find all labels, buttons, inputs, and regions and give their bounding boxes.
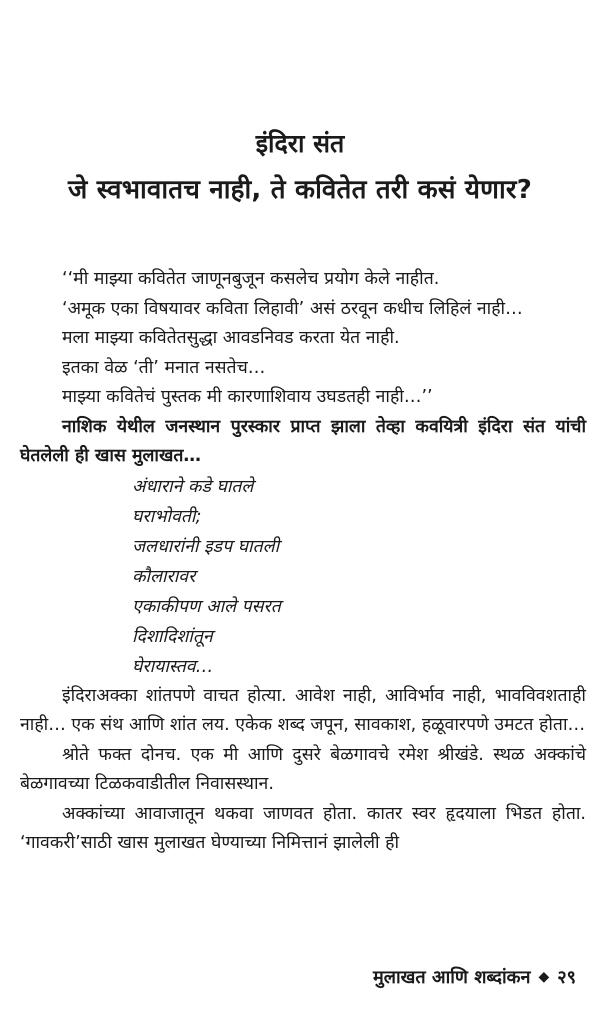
quote-line: माझ्या कवितेचं पुस्तक मी कारणाशिवाय उघडतही नाही…’’ xyxy=(62,387,433,407)
poem-line: जलधारांनी इडप घातली xyxy=(132,536,280,557)
article-title: जे स्वभावातच नाही, ते कवितेत तरी कसं येणार? xyxy=(67,175,532,205)
quote-line: ‘‘मी माझ्या कवितेत जाणूनबुजून कसलेच प्रयोग केले नाहीत. xyxy=(62,269,440,289)
interview-intro: नाशिक येथील जनस्थान पुरस्कार प्राप्त झाला तेव्हा कवयित्री इंदिरा संत यांची घेतलेली ही खास मुलाखत… xyxy=(20,416,586,466)
page-number: २९ xyxy=(557,967,576,988)
author-heading: इंदिरा संत xyxy=(255,129,345,158)
quote-line: इतका वेळ ‘ती’ मनात नसतेच… xyxy=(62,357,266,378)
quote-line: मला माझ्या कवितेतसुद्धा आवडनिवड करता येत नाही. xyxy=(62,328,400,348)
poem-line: दिशादिशांतून xyxy=(132,626,213,647)
body-paragraph: अक्कांच्या आवाजातून थकवा जाणवत होता. कातर स्वर हृदयाला भिडत होता. ‘गावकरी’साठी खास मुलाखत घेण्याच्या निमित्तानं झालेली ही xyxy=(20,803,586,853)
poem-line: अंधाराने कडे घातले xyxy=(132,476,254,497)
poem-line: कौलारावर xyxy=(132,566,196,587)
quote-line: ‘अमूक एका विषयावर कविता लिहावी’ असं ठरवून कधीच लिहिलं नाही… xyxy=(62,298,523,319)
footer-section-title: मुलाखत आणि शब्दांकन xyxy=(372,967,531,988)
poem-line: घेरायास्तव… xyxy=(132,656,214,677)
page-footer xyxy=(373,965,576,989)
poem-excerpt xyxy=(132,472,586,682)
diamond-separator-icon: ◆ xyxy=(538,969,550,985)
body-paragraph: इंदिराअक्का शांतपणे वाचत होत्या. आवेश नाही, आविर्भाव नाही, भावविवशताही नाही… एक संथ आणि शांत लय. एकेक शब्द जपून, सावकाश, हळूवारपणे उमटत होता… xyxy=(20,685,586,735)
article-body xyxy=(20,265,586,859)
poem-line: एकाकीपण आले पसरत xyxy=(132,596,281,617)
body-paragraph: श्रोते फक्त दोनच. एक मी आणि दुसरे बेळगावचे रमेश श्रीखंडे. स्थळ अक्कांचे बेळगावच्या टिळकवाडीतील निवासस्थान. xyxy=(20,744,586,794)
poem-line: घराभोवती; xyxy=(132,506,202,527)
